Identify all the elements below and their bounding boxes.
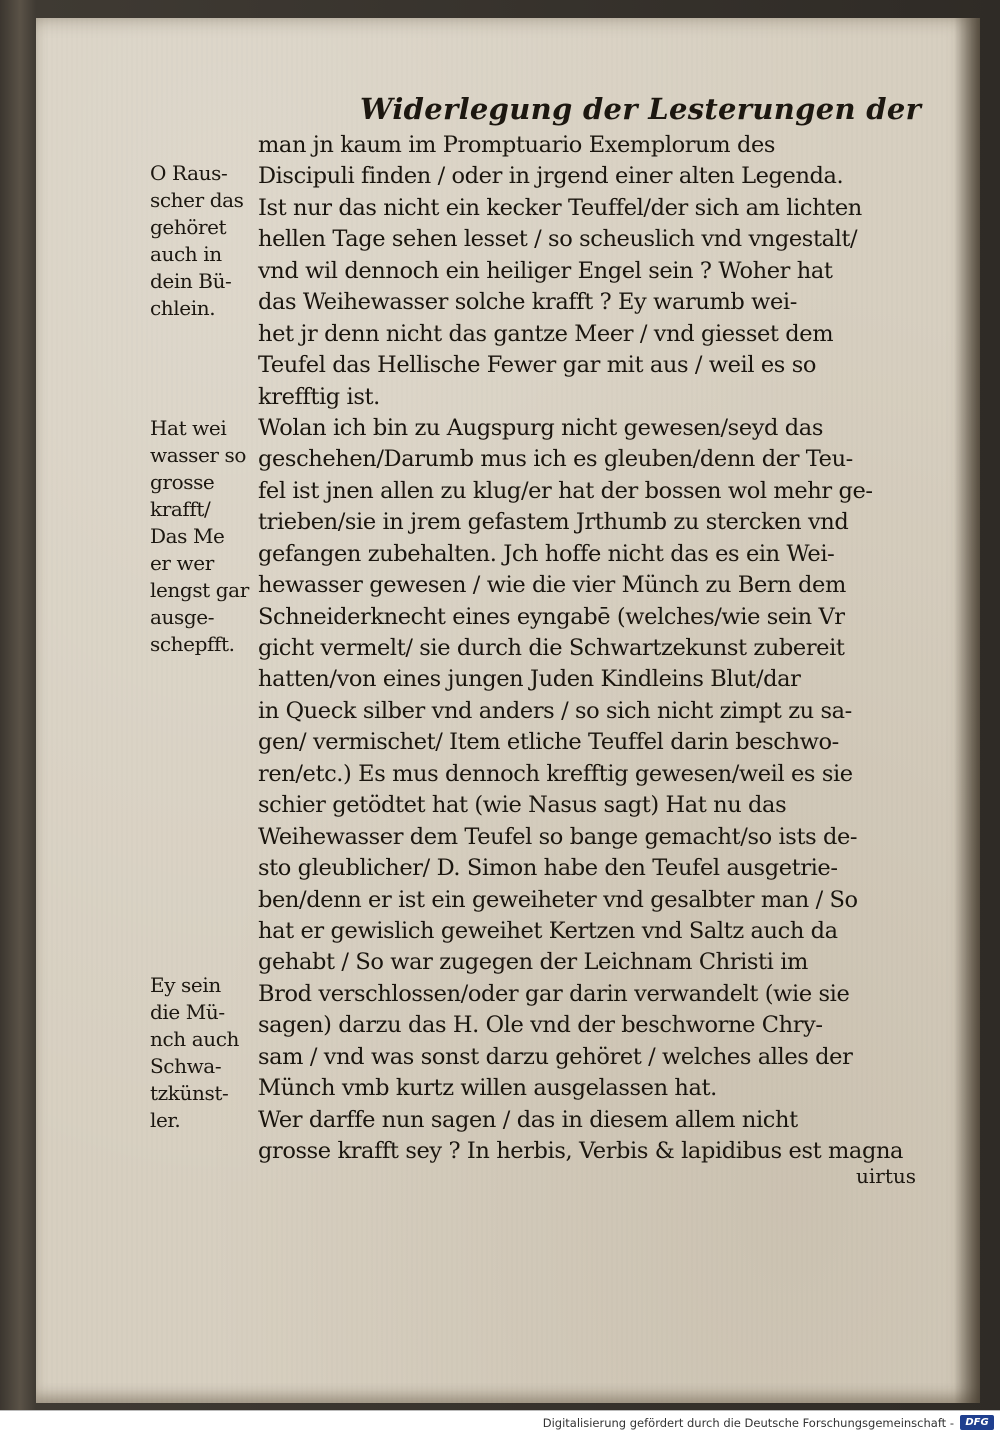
text-line: in Queck silber vnd anders / so sich nicht zimpt zu sa- (258, 697, 852, 724)
catchword: uirtus (856, 1164, 917, 1188)
text-line: Schneiderknecht eines eyngabē (welches/wie sein Vr (258, 603, 845, 630)
text-line: trieben/sie in jrem gefastem Jrthumb zu stercken vnd (258, 509, 849, 536)
margin-note-line: dein Bü- (150, 269, 232, 293)
text-line: hellen Tage sehen lesset / so scheuslich vnd vngestalt/ (258, 226, 858, 253)
text-line: ben/denn er ist ein geweiheter vnd gesalbter man / So (258, 886, 858, 913)
text-line: man jn kaum im Promptuario Exemplorum des (258, 132, 776, 158)
margin-note-line: schepfft. (150, 632, 235, 656)
margin-note-line: O Raus- (150, 161, 228, 185)
dfg-logo: DFG (960, 1415, 994, 1430)
text-line: gehabt / So war zugegen der Leichnam Christi im (258, 949, 808, 976)
margin-note (150, 972, 260, 1134)
margin-note-line: krafft/ (150, 497, 211, 521)
text-line: grosse krafft sey ? In herbis, Verbis & lapidibus est magna (258, 1138, 904, 1164)
text-line: Ist nur das nicht ein kecker Teuffel/der sich am lichten (258, 194, 862, 221)
margin-note-line: Schwa- (150, 1054, 222, 1078)
margin-note-line: wasser so (150, 443, 247, 467)
text-line: gicht vermelt/ sie durch die Schwartzekunst zubereit (258, 635, 845, 661)
text-line: Weihewasser dem Teufel so bange gemacht/so ists de- (258, 823, 858, 850)
text-line: geschehen/Darumb mus ich es gleuben/denn der Teu- (258, 446, 853, 473)
margin-note-line: ausge- (150, 605, 215, 629)
text-line: hewasser gewesen / wie die vier Münch zu Bern dem (258, 572, 846, 599)
text-line: schier getödtet hat (wie Nasus sagt) Hat nu das (258, 792, 787, 819)
page-gutter-shadow (954, 18, 980, 1403)
text-line: sto gleublicher/ D. Simon habe den Teufel ausgetrie- (258, 855, 838, 882)
text-line: Wolan ich bin zu Augspurg nicht gewesen/seyd das (258, 414, 823, 441)
text-line: Teufel das Hellische Fewer gar mit aus / weil es so (258, 352, 816, 379)
margin-note (150, 415, 260, 658)
margin-note-line: chlein. (150, 296, 216, 320)
margin-note-line: die Mü- (150, 1000, 225, 1024)
margin-note-line: Hat wei (150, 416, 227, 440)
margin-note-line: auch in (150, 242, 222, 266)
text-line: het jr denn nicht das gantze Meer / vnd giesset dem (258, 320, 834, 347)
footer-credit-text: Digitalisierung gefördert durch die Deutsche Forschungsgemeinschaft - (542, 1416, 954, 1430)
running-head: Widerlegung der Lesterungen der (360, 92, 922, 126)
text-line: sagen) darzu das H. Ole vnd der beschworne Chry- (258, 1012, 823, 1039)
text-line: ren/etc.) Es mus dennoch krefftig gewesen/weil es sie (258, 760, 853, 787)
margin-note-line: nch auch (150, 1027, 240, 1051)
text-line: Münch vmb kurtz willen ausgelassen hat. (258, 1075, 717, 1102)
text-line: das Weihewasser solche krafft ? Ey warumb wei- (258, 289, 797, 316)
text-line: vnd wil dennoch ein heiliger Engel sein ? Woher hat (258, 257, 833, 284)
margin-note-line: grosse (150, 470, 215, 494)
text-line: Brod verschlossen/oder gar darin verwandelt (wie sie (258, 980, 850, 1007)
margin-note-line: tzkünst- (150, 1081, 229, 1105)
margin-note-line: Das Me (150, 524, 225, 548)
text-line: Wer darffe nun sagen / das in diesem allem nicht (258, 1106, 798, 1133)
margin-note-line: ler. (150, 1108, 181, 1132)
margin-note-line: lengst gar (150, 578, 249, 602)
margin-note-line: scher das (150, 188, 244, 212)
margin-note-line: er wer (150, 551, 214, 575)
text-line: fel ist jnen allen zu klug/er hat der bossen wol mehr ge- (258, 477, 873, 504)
text-line: hatten/von eines jungen Juden Kindleins Blut/dar (258, 666, 801, 693)
margin-note (150, 160, 260, 322)
text-line: sam / vnd was sonst darzu gehöret / welches alles der (258, 1043, 853, 1070)
margin-note-line: Ey sein (150, 973, 221, 997)
text-line: Discipuli finden / oder in jrgend einer alten Legenda. (258, 163, 844, 190)
text-line: gefangen zubehalten. Jch hoffe nicht das es ein Wei- (258, 540, 835, 567)
text-line: hat er gewislich geweihet Kertzen vnd Saltz auch da (258, 917, 838, 944)
footer-bar (0, 1410, 1000, 1435)
text-line: gen/ vermischet/ Item etliche Teuffel darin beschwo- (258, 729, 839, 756)
margin-note-line: gehöret (150, 215, 227, 239)
text-line: krefftig ist. (258, 383, 380, 410)
main-text-block (258, 130, 948, 1167)
